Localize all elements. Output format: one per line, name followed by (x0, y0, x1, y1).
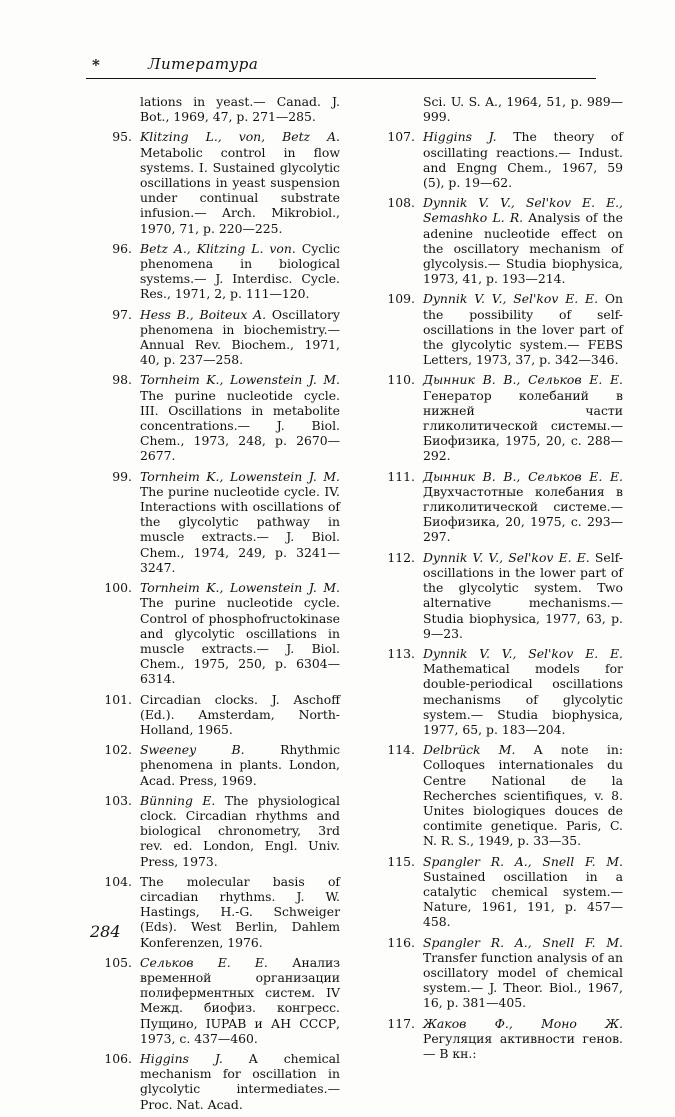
reference-authors: Dynnik V. V., Sel'kov E. E. (423, 645, 623, 661)
reference-entry (100, 692, 340, 738)
reference-authors: Spangler R. A., Snell F. M. (423, 853, 623, 869)
header-rule (86, 78, 596, 79)
right-column (383, 94, 623, 1066)
reference-text: Регуляция активности генов.— В кн.: (423, 1030, 623, 1061)
reference-text: Mathematical models for double-periodical oscillations mechanisms of glycolytic system.— Studia biophysica, 1977, 65, p. 183—204. (423, 661, 623, 737)
reference-entry (383, 291, 623, 367)
reference-number: 105. (104, 954, 132, 970)
reference-number: 113. (387, 645, 415, 661)
reference-number: 102. (104, 742, 132, 758)
reference-text: Metabolic control in flow systems. I. Sustained glycolytic oscillations in yeast suspension under continual substrate infusion.— Arch. Mikrobiol., 1970, 71, p. 220—225. (140, 144, 340, 236)
reference-text: A note in: Colloques internationales du Centre National de la Recherches scientifiques, v. 8. Unites biologiques douces de contimite genetique. Paris, C. N. R. S., 1949, p. 33—35. (423, 742, 624, 849)
reference-number: 106. (104, 1050, 132, 1066)
reference-text: Генератор колебаний в нижней части гликолитической системы.— Биофизика, 1975, 20, с. 288—292. (423, 387, 623, 464)
reference-number: 100. (104, 580, 132, 596)
reference-text: lations in yeast.— Canad. J. Bot., 1969, 47, p. 271—285. (140, 94, 340, 125)
reference-number: 95. (112, 129, 132, 145)
reference-authors: Dynnik V. V., Sel'kov E. E., Semashko L. R. (423, 195, 623, 226)
reference-entry (100, 469, 340, 575)
reference-text: The molecular basis of circadian rhythms. J. W. Hastings, H.-G. Schweiger (Eds). West Berlin, Dahlem Konferenzen, 1976. (140, 873, 340, 950)
reference-entry (383, 129, 623, 190)
reference-text: Анализ временной организации полиферментных систем. IV Межд. биофиз. конгресс. Пущино, IUPAB и АН СССР, 1973, с. 437—460. (140, 954, 340, 1046)
reference-authors: Sweeney B. (140, 742, 245, 758)
reference-text: Sustained oscillation in a catalytic chemical system.— Nature, 1961, 191, p. 457—458. (423, 868, 623, 930)
reference-text: The purine nucleotide cycle. IV. Interactions with oscillations of the glycolytic pathway in muscle extracts.— J. Biol. Chem., 1974, 249, p. 3241—3247. (140, 483, 340, 575)
reference-number: 103. (104, 792, 132, 808)
reference-number: 114. (387, 742, 415, 758)
reference-entry (383, 372, 623, 463)
reference-text: Circadian clocks. J. Aschoff (Ed.). Amsterdam, North-Holland, 1965. (140, 691, 340, 737)
reference-number: 110. (387, 372, 415, 388)
reference-text: Cyclic phenomena in biological systems.— J. Interdisc. Cycle. Res., 1971, 2, p. 111—120. (140, 240, 340, 302)
reference-text: The purine nucleotide cycle. Control of phosphofructokinase and glycolytic oscillations in muscle extracts.— J. Biol. Chem., 1975, 250, p. 6304—6314. (140, 595, 340, 687)
reference-authors: Higgins J. (140, 1050, 223, 1066)
reference-text: Transfer function analysis of an oscillatory model of chemical system.— J. Theor. Biol., 1967, 16, p. 381—405. (423, 949, 623, 1011)
reference-authors: Hess B., Boiteux A. (140, 306, 267, 322)
reference-entry (100, 955, 340, 1046)
reference-authors: Betz A., Klitzing L. von. (140, 240, 296, 256)
header-mark: * (92, 56, 100, 74)
reference-entry (100, 129, 340, 235)
reference-number: 107. (387, 129, 415, 145)
reference-text: On the possibility of self-oscillations in the lover part of the glycolytic system.— FEBS Letters, 1973, 37, p. 342—346. (423, 291, 624, 368)
reference-entry (383, 195, 623, 286)
reference-entry (100, 307, 340, 368)
reference-number: 112. (387, 549, 415, 565)
reference-authors: Higgins J. (423, 129, 497, 145)
reference-entry (100, 580, 340, 686)
reference-authors: Дынник В. В., Сельков Е. Е. (423, 468, 623, 484)
reference-number: 101. (104, 691, 132, 707)
reference-entry (100, 742, 340, 788)
reference-authors: Klitzing L., von, Betz A. (140, 129, 340, 145)
reference-entry (100, 1051, 340, 1112)
reference-entry (383, 935, 623, 1011)
reference-entry (383, 646, 623, 737)
reference-text: Sci. U. S. A., 1964, 51, p. 989—999. (423, 94, 623, 125)
header-title: Литература (148, 55, 259, 73)
reference-authors: Tornheim K., Lowenstein J. M. (140, 372, 340, 388)
reference-text: The physiological clock. Circadian rhythms and biological chronometry, 3rd rev. ed. London, Engl. Univ. Press, 1973. (140, 792, 340, 869)
reference-authors: Dynnik V. V., Sel'kov E. E. (423, 549, 590, 565)
reference-number: 96. (112, 240, 132, 256)
reference-number: 111. (387, 468, 415, 484)
reference-text: The theory of oscillating reactions.— Indust. and Engng Chem., 1967, 59 (5), p. 19—62. (423, 129, 623, 191)
reference-text: Oscillatory phenomena in biochemistry.— Annual Rev. Biochem., 1971, 40, p. 237—258. (140, 306, 340, 368)
reference-authors: Жаков Ф., Моно Ж. (423, 1015, 623, 1031)
reference-text: The purine nucleotide cycle. III. Oscillations in metabolite concentrations.— J. Biol. Chem., 1973, 248, p. 2670—2677. (140, 387, 340, 464)
reference-authors: Дынник В. В., Сельков Е. Е. (423, 372, 623, 388)
reference-entry (100, 241, 340, 302)
reference-entry (100, 94, 340, 124)
reference-entry (383, 1016, 623, 1062)
reference-text: Двухчастотные колебания в гликолитической системе.— Биофизика, 20, 1975, с. 293—297. (423, 483, 623, 545)
reference-number: 117. (387, 1015, 415, 1031)
reference-entry (383, 469, 623, 545)
reference-entry (100, 793, 340, 869)
reference-number: 109. (387, 291, 415, 307)
reference-number: 108. (387, 195, 415, 211)
left-column (100, 94, 340, 1117)
reference-entry (383, 742, 623, 848)
reference-number: 98. (112, 372, 132, 388)
reference-text: Rhythmic phenomena in plants. London, Acad. Press, 1969. (140, 742, 341, 788)
reference-number: 104. (104, 873, 132, 889)
reference-number: 97. (112, 306, 132, 322)
reference-entry (383, 94, 623, 124)
reference-entry (383, 854, 623, 930)
reference-entry (100, 874, 340, 950)
reference-authors: Delbrück M. (423, 742, 516, 758)
reference-authors: Сельков Е. Е. (140, 954, 268, 970)
reference-number: 115. (387, 853, 415, 869)
reference-authors: Tornheim K., Lowenstein J. M. (140, 468, 340, 484)
reference-authors: Bünning E. (140, 792, 216, 808)
reference-authors: Dynnik V. V., Sel'kov E. E. (423, 291, 599, 307)
reference-number: 99. (112, 468, 132, 484)
reference-text: Analysis of the adenine nucleotide effect on the oscillatory mechanism of glycolysis.— Studia biophysica, 1973, 41, p. 193—214. (423, 210, 623, 287)
reference-entry (100, 372, 340, 463)
running-header (86, 52, 596, 78)
reference-entry (383, 550, 623, 641)
reference-authors: Spangler R. A., Snell F. M. (423, 934, 623, 950)
reference-text: A chemical mechanism for oscillation in glycolytic intermediates.— Proc. Nat. Acad. (140, 1050, 340, 1112)
page-number: 284 (90, 922, 121, 941)
reference-number: 116. (387, 934, 415, 950)
reference-authors: Tornheim K., Lowenstein J. M. (140, 580, 340, 596)
reference-text: Self-oscillations in the lower part of the glycolytic system. Two alternative mechanisms.— Studia biophysica, 1977, 63, p. 9—23. (423, 549, 624, 641)
